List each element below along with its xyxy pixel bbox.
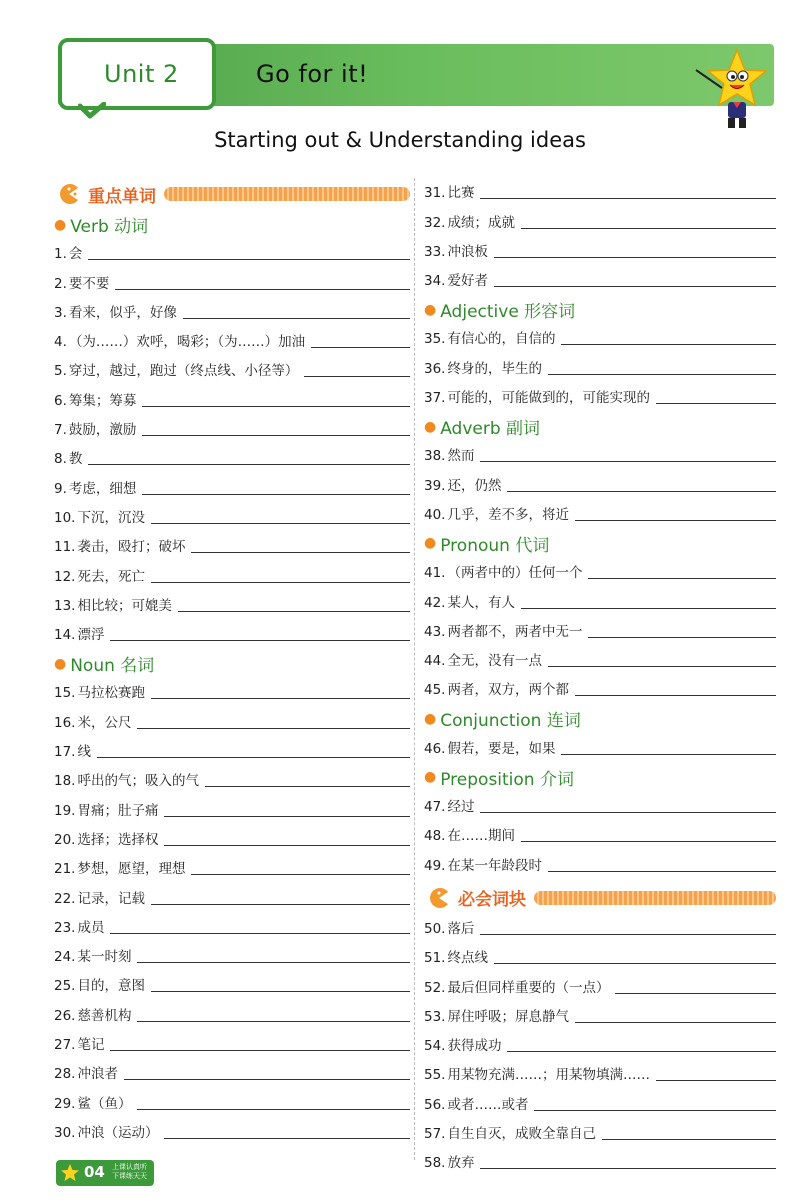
answer-blank[interactable] bbox=[656, 1080, 776, 1081]
item-text: 某人，有人 bbox=[447, 594, 515, 611]
vocab-item bbox=[50, 620, 410, 649]
item-number: 7. bbox=[54, 422, 67, 439]
item-text: （两者中的）任何一个 bbox=[447, 565, 583, 582]
item-text: 两者都不，两者中无一 bbox=[447, 623, 583, 640]
vocab-item bbox=[50, 1030, 410, 1059]
item-text: 经过 bbox=[447, 799, 475, 816]
item-text: 几乎，差不多，将近 bbox=[447, 506, 569, 523]
vocab-item bbox=[420, 1060, 776, 1089]
item-number: 24. bbox=[54, 949, 76, 966]
item-number: 4. bbox=[54, 334, 67, 351]
vocab-item bbox=[420, 617, 776, 646]
item-number: 18. bbox=[54, 773, 76, 790]
answer-blank[interactable] bbox=[142, 435, 410, 436]
item-text: 教 bbox=[68, 451, 83, 468]
answer-blank[interactable] bbox=[521, 228, 776, 229]
item-number: 12. bbox=[54, 568, 76, 585]
star-mascot-icon bbox=[692, 44, 782, 134]
category-label: Conjunction 连词 bbox=[440, 711, 581, 732]
vocab-item bbox=[420, 1148, 776, 1177]
pacman-icon bbox=[428, 887, 450, 909]
answer-blank[interactable] bbox=[151, 523, 410, 524]
item-text: 在……期间 bbox=[447, 828, 515, 845]
item-text: 自生自灭，成败全靠自己 bbox=[447, 1126, 596, 1143]
vocab-item bbox=[50, 415, 410, 444]
answer-blank[interactable] bbox=[205, 786, 410, 787]
item-text: 成绩；成就 bbox=[447, 214, 515, 231]
checkmark-tail-icon bbox=[78, 102, 106, 120]
answer-blank[interactable] bbox=[561, 344, 776, 345]
answer-blank[interactable] bbox=[480, 934, 776, 935]
vocab-item bbox=[420, 470, 776, 499]
section-stripe bbox=[164, 187, 410, 201]
answer-blank[interactable] bbox=[137, 1109, 410, 1110]
answer-blank[interactable] bbox=[304, 376, 410, 377]
item-text: 假若，要是，如果 bbox=[447, 740, 556, 757]
item-number: 43. bbox=[424, 623, 446, 640]
item-number: 29. bbox=[54, 1095, 76, 1112]
answer-blank[interactable] bbox=[115, 289, 410, 290]
vocab-item bbox=[50, 532, 410, 561]
answer-blank[interactable] bbox=[191, 552, 410, 553]
item-text: 最后但同样重要的（一点） bbox=[447, 979, 610, 996]
answer-blank[interactable] bbox=[548, 666, 776, 667]
item-text: 马拉松赛跑 bbox=[77, 685, 145, 702]
item-text: 目的，意图 bbox=[77, 978, 145, 995]
item-number: 26. bbox=[54, 1007, 76, 1024]
answer-blank[interactable] bbox=[534, 1110, 776, 1111]
vocab-item bbox=[420, 237, 776, 266]
item-text: 考虑，细想 bbox=[68, 480, 137, 497]
item-number: 25. bbox=[54, 978, 76, 995]
vocab-item bbox=[50, 268, 410, 297]
item-text: 全无，没有一点 bbox=[447, 653, 542, 670]
answer-blank[interactable] bbox=[178, 611, 410, 612]
vocab-item bbox=[420, 266, 776, 295]
answer-blank[interactable] bbox=[507, 1051, 776, 1052]
vocab-item bbox=[50, 239, 410, 268]
item-number: 31. bbox=[424, 185, 446, 202]
vocab-item bbox=[420, 821, 776, 850]
phrase-list bbox=[420, 914, 776, 1178]
bullet-icon: ● bbox=[54, 655, 67, 672]
item-text: 成员 bbox=[77, 919, 105, 936]
item-text: 比赛 bbox=[447, 185, 475, 202]
category-adjective bbox=[420, 295, 776, 324]
vocab-item bbox=[50, 503, 410, 532]
bullet-icon: ● bbox=[424, 535, 437, 552]
answer-blank[interactable] bbox=[615, 993, 776, 994]
vocab-item bbox=[50, 825, 410, 854]
item-text: （为……）欢呼，喝彩；（为……）加油 bbox=[68, 334, 306, 351]
vocab-item bbox=[420, 972, 776, 1001]
right-column bbox=[420, 178, 776, 1177]
item-number: 22. bbox=[54, 890, 76, 907]
vocab-item bbox=[420, 178, 776, 207]
unit-title: Go for it! bbox=[256, 60, 369, 88]
vocab-item bbox=[50, 971, 410, 1000]
vocab-item bbox=[50, 591, 410, 620]
answer-blank[interactable] bbox=[124, 1079, 410, 1080]
answer-blank[interactable] bbox=[480, 1168, 776, 1169]
answer-blank[interactable] bbox=[656, 403, 776, 404]
section-title: 重点单词 bbox=[88, 186, 156, 207]
item-number: 35. bbox=[424, 331, 446, 348]
bullet-icon: ● bbox=[424, 301, 437, 318]
vocab-item bbox=[50, 298, 410, 327]
answer-blank[interactable] bbox=[151, 991, 410, 992]
item-number: 32. bbox=[424, 214, 446, 231]
item-number: 33. bbox=[424, 243, 446, 260]
section-key-words bbox=[50, 178, 410, 210]
vocab-item bbox=[50, 1118, 410, 1147]
item-number: 38. bbox=[424, 448, 446, 465]
noun-list-continued bbox=[420, 178, 776, 295]
answer-blank[interactable] bbox=[137, 962, 410, 963]
item-number: 1. bbox=[54, 246, 67, 263]
item-text: 筹集；筹募 bbox=[68, 392, 137, 409]
item-text: 穿过，越过，跑过（终点线、小径等） bbox=[68, 363, 299, 380]
item-text: 两者，双方，两个都 bbox=[447, 682, 569, 699]
answer-blank[interactable] bbox=[548, 871, 776, 872]
item-text: 选择；选择权 bbox=[77, 831, 159, 848]
answer-blank[interactable] bbox=[588, 637, 776, 638]
item-text: 死去，死亡 bbox=[77, 568, 145, 585]
answer-blank[interactable] bbox=[548, 374, 776, 375]
category-pronoun bbox=[420, 529, 776, 558]
item-number: 11. bbox=[54, 539, 76, 556]
item-text: 放弃 bbox=[447, 1155, 475, 1172]
item-text: 线 bbox=[77, 744, 91, 761]
category-label: Verb 动词 bbox=[70, 217, 149, 237]
item-text: 冲浪板 bbox=[447, 243, 488, 260]
answer-blank[interactable] bbox=[137, 1021, 410, 1022]
answer-blank[interactable] bbox=[151, 582, 410, 583]
vocab-item bbox=[420, 1031, 776, 1060]
item-number: 48. bbox=[424, 828, 446, 845]
category-noun bbox=[50, 649, 410, 678]
item-number: 23. bbox=[54, 919, 76, 936]
item-text: 看来，似乎，好像 bbox=[68, 304, 177, 321]
answer-blank[interactable] bbox=[164, 1138, 410, 1139]
pacman-icon bbox=[58, 183, 80, 205]
item-number: 52. bbox=[424, 979, 446, 996]
vocab-item bbox=[420, 587, 776, 616]
answer-blank[interactable] bbox=[521, 841, 776, 842]
preposition-list bbox=[420, 792, 776, 880]
footer-slogan bbox=[112, 1163, 152, 1181]
item-text: 终点线 bbox=[447, 950, 488, 967]
item-number: 55. bbox=[424, 1067, 446, 1084]
category-preposition bbox=[420, 763, 776, 792]
vocab-item bbox=[420, 500, 776, 529]
item-number: 14. bbox=[54, 627, 76, 644]
answer-blank[interactable] bbox=[575, 695, 776, 696]
noun-list bbox=[50, 678, 410, 1147]
item-number: 39. bbox=[424, 477, 446, 494]
item-number: 13. bbox=[54, 597, 76, 614]
vocab-item bbox=[420, 646, 776, 675]
item-number: 58. bbox=[424, 1155, 446, 1172]
answer-blank[interactable] bbox=[561, 754, 776, 755]
item-text: 获得成功 bbox=[447, 1038, 502, 1055]
vocab-item bbox=[50, 1000, 410, 1029]
section-stripe bbox=[534, 891, 776, 905]
item-number: 16. bbox=[54, 714, 76, 731]
vocab-item bbox=[420, 441, 776, 470]
vocab-item bbox=[420, 207, 776, 236]
item-number: 49. bbox=[424, 857, 446, 874]
section-title: 必会词块 bbox=[458, 890, 526, 911]
bullet-icon: ● bbox=[54, 216, 67, 233]
category-conjunction bbox=[420, 704, 776, 733]
answer-blank[interactable] bbox=[521, 608, 776, 609]
answer-blank[interactable] bbox=[191, 874, 410, 875]
vocab-item bbox=[50, 795, 410, 824]
item-text: 有信心的，自信的 bbox=[447, 331, 556, 348]
item-text: 漂浮 bbox=[77, 627, 105, 644]
vocab-item bbox=[420, 1002, 776, 1031]
vocab-item bbox=[50, 854, 410, 883]
pronoun-list bbox=[420, 558, 776, 704]
vocab-item bbox=[420, 324, 776, 353]
vocab-item bbox=[420, 943, 776, 972]
answer-blank[interactable] bbox=[110, 933, 410, 934]
category-label: Adjective 形容词 bbox=[440, 302, 576, 323]
answer-blank[interactable] bbox=[164, 816, 410, 817]
item-number: 3. bbox=[54, 304, 67, 321]
answer-blank[interactable] bbox=[480, 812, 776, 813]
item-number: 50. bbox=[424, 920, 446, 937]
item-number: 57. bbox=[424, 1126, 446, 1143]
answer-blank[interactable] bbox=[602, 1139, 776, 1140]
vocab-item bbox=[420, 914, 776, 943]
item-text: 要不要 bbox=[68, 275, 110, 292]
item-number: 45. bbox=[424, 682, 446, 699]
item-text: 呼出的气；吸入的气 bbox=[77, 773, 199, 790]
item-text: 冲浪（运动） bbox=[77, 1124, 159, 1141]
item-number: 17. bbox=[54, 744, 76, 761]
adjective-list bbox=[420, 324, 776, 412]
answer-blank[interactable] bbox=[88, 259, 410, 260]
vocab-item bbox=[420, 733, 776, 762]
page-footer bbox=[56, 1160, 154, 1186]
vocab-item bbox=[50, 913, 410, 942]
answer-blank[interactable] bbox=[480, 461, 776, 462]
item-number: 47. bbox=[424, 799, 446, 816]
vocab-item bbox=[50, 942, 410, 971]
slogan-line: 上课认真听 bbox=[112, 1163, 147, 1171]
item-text: 慈善机构 bbox=[77, 1007, 132, 1024]
vocab-item bbox=[50, 561, 410, 590]
item-number: 2. bbox=[54, 275, 67, 292]
item-number: 5. bbox=[54, 363, 67, 380]
item-text: 会 bbox=[68, 246, 83, 263]
answer-blank[interactable] bbox=[507, 491, 776, 492]
page-number: 04 bbox=[84, 1163, 105, 1181]
vocab-item bbox=[420, 558, 776, 587]
vocab-item bbox=[420, 353, 776, 382]
vocab-item bbox=[50, 327, 410, 356]
item-text: 记录，记载 bbox=[77, 890, 145, 907]
item-number: 30. bbox=[54, 1124, 76, 1141]
category-adverb bbox=[420, 412, 776, 441]
vocab-item bbox=[50, 883, 410, 912]
item-number: 46. bbox=[424, 740, 446, 757]
item-number: 37. bbox=[424, 390, 446, 407]
vocab-item bbox=[420, 1089, 776, 1118]
vocab-item bbox=[50, 473, 410, 502]
item-number: 34. bbox=[424, 273, 446, 290]
item-number: 15. bbox=[54, 685, 76, 702]
item-text: 某一时刻 bbox=[77, 949, 132, 966]
vocab-item bbox=[50, 1088, 410, 1117]
vocab-item bbox=[420, 383, 776, 412]
item-text: 鲨（鱼） bbox=[77, 1095, 132, 1112]
answer-blank[interactable] bbox=[151, 904, 410, 905]
item-number: 28. bbox=[54, 1066, 76, 1083]
item-number: 27. bbox=[54, 1037, 76, 1054]
category-label: Preposition 介词 bbox=[440, 769, 574, 790]
vocab-item bbox=[420, 850, 776, 879]
slogan-line: 下课练天天 bbox=[112, 1172, 147, 1180]
answer-blank[interactable] bbox=[97, 757, 410, 758]
bullet-icon: ● bbox=[424, 769, 437, 786]
answer-blank[interactable] bbox=[164, 845, 410, 846]
vocab-item bbox=[50, 444, 410, 473]
item-text: 在某一年龄段时 bbox=[447, 857, 542, 874]
item-text: 笔记 bbox=[77, 1037, 105, 1054]
answer-blank[interactable] bbox=[494, 963, 776, 964]
item-number: 44. bbox=[424, 653, 446, 670]
vocab-item bbox=[420, 675, 776, 704]
bullet-icon: ● bbox=[424, 418, 437, 435]
page-subtitle: Starting out & Understanding ideas bbox=[214, 128, 586, 152]
answer-blank[interactable] bbox=[110, 1050, 410, 1051]
item-text: 米，公尺 bbox=[77, 714, 132, 731]
adverb-list bbox=[420, 441, 776, 529]
item-text: 下沉，沉没 bbox=[77, 509, 145, 526]
answer-blank[interactable] bbox=[480, 198, 776, 199]
answer-blank[interactable] bbox=[183, 318, 410, 319]
vocab-item bbox=[50, 707, 410, 736]
answer-blank[interactable] bbox=[151, 698, 410, 699]
item-text: 爱好者 bbox=[447, 273, 488, 290]
item-number: 54. bbox=[424, 1038, 446, 1055]
item-number: 6. bbox=[54, 392, 67, 409]
item-text: 胃痛；肚子痛 bbox=[77, 802, 159, 819]
verb-list bbox=[50, 239, 410, 649]
category-verb bbox=[50, 210, 410, 239]
item-number: 20. bbox=[54, 831, 76, 848]
left-column bbox=[50, 178, 410, 1147]
item-text: 梦想，愿望，理想 bbox=[77, 861, 186, 878]
item-number: 19. bbox=[54, 802, 76, 819]
vocab-item bbox=[50, 737, 410, 766]
vocab-item bbox=[50, 385, 410, 414]
vocab-item bbox=[420, 792, 776, 821]
vocab-item bbox=[420, 1119, 776, 1148]
answer-blank[interactable] bbox=[575, 520, 776, 521]
item-text: 鼓励，激励 bbox=[68, 422, 137, 439]
item-number: 9. bbox=[54, 480, 67, 497]
conjunction-list bbox=[420, 733, 776, 762]
vocab-item bbox=[50, 1059, 410, 1088]
category-label: Noun 名词 bbox=[70, 656, 155, 677]
item-text: 然而 bbox=[447, 448, 475, 465]
item-number: 10. bbox=[54, 509, 76, 526]
answer-blank[interactable] bbox=[88, 464, 410, 465]
vocab-item bbox=[50, 356, 410, 385]
unit-label: Unit 2 bbox=[104, 60, 179, 88]
answer-blank[interactable] bbox=[575, 1022, 776, 1023]
answer-blank[interactable] bbox=[494, 257, 776, 258]
item-number: 8. bbox=[54, 451, 67, 468]
item-number: 42. bbox=[424, 594, 446, 611]
column-divider bbox=[414, 178, 415, 1160]
item-text: 终身的，毕生的 bbox=[447, 360, 542, 377]
item-number: 41. bbox=[424, 565, 446, 582]
item-text: 可能的，可能做到的，可能实现的 bbox=[447, 390, 650, 407]
vocab-item bbox=[50, 678, 410, 707]
star-icon bbox=[60, 1163, 80, 1183]
item-text: 还，仍然 bbox=[447, 477, 502, 494]
section-key-phrases bbox=[420, 882, 776, 914]
item-number: 53. bbox=[424, 1008, 446, 1025]
item-text: 用某物充满……；用某物填满…… bbox=[447, 1067, 650, 1084]
item-number: 36. bbox=[424, 360, 446, 377]
category-label: Pronoun 代词 bbox=[440, 535, 550, 556]
answer-blank[interactable] bbox=[311, 347, 410, 348]
item-text: 落后 bbox=[447, 920, 475, 937]
item-text: 冲浪者 bbox=[77, 1066, 118, 1083]
answer-blank[interactable] bbox=[494, 286, 776, 287]
category-label: Adverb 副词 bbox=[440, 419, 541, 440]
answer-blank[interactable] bbox=[142, 406, 410, 407]
item-text: 或者……或者 bbox=[447, 1096, 529, 1113]
answer-blank[interactable] bbox=[588, 578, 776, 579]
item-number: 51. bbox=[424, 950, 446, 967]
answer-blank[interactable] bbox=[142, 494, 410, 495]
answer-blank[interactable] bbox=[110, 640, 410, 641]
item-number: 56. bbox=[424, 1096, 446, 1113]
bullet-icon: ● bbox=[424, 710, 437, 727]
item-number: 40. bbox=[424, 506, 446, 523]
item-text: 屏住呼吸；屏息静气 bbox=[447, 1008, 569, 1025]
item-number: 21. bbox=[54, 861, 76, 878]
item-text: 袭击，殴打；破坏 bbox=[77, 539, 186, 556]
vocab-item bbox=[50, 766, 410, 795]
answer-blank[interactable] bbox=[137, 728, 410, 729]
item-text: 相比较；可媲美 bbox=[77, 597, 172, 614]
